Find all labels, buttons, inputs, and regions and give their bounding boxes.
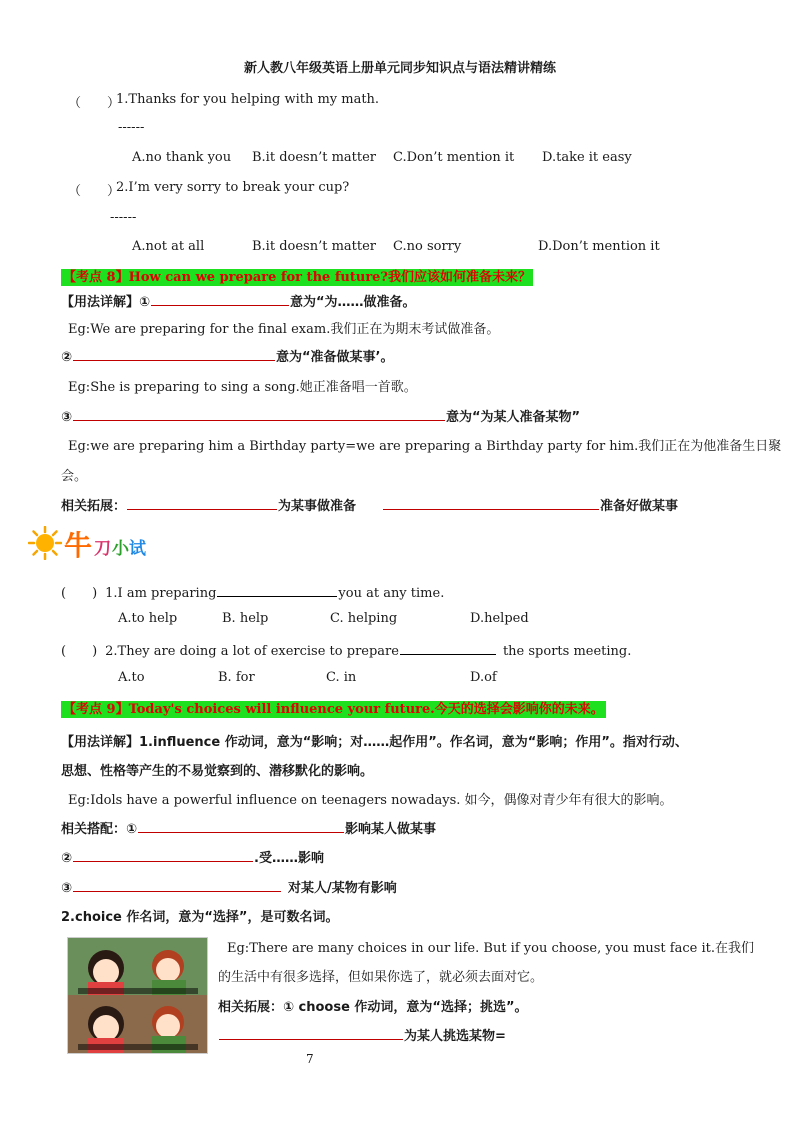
usage-line-3: [61, 406, 580, 425]
usage-9-line-2: 思想、性格等产生的不易觉察到的、潜移默化的影响。: [61, 764, 374, 779]
logo-char-4: 试: [129, 539, 146, 559]
page-header: 新人教八年级英语上册单元同步知识点与语法精讲精练: [243, 61, 556, 76]
example-influence: Eg:Idols have a powerful influence on teenagers nowadays. 如今，偶像对青少年有很大的影响。: [68, 793, 673, 808]
item-number: ③: [61, 410, 73, 425]
dialogue-dash: ------: [118, 120, 145, 135]
keypoint-text: Today's choices will influence your future.今天的选择会影响你的未来。: [128, 702, 604, 717]
option-b: B. help: [222, 611, 269, 626]
ext-1: 为某事做准备: [278, 499, 357, 514]
example-3b: 会。: [61, 469, 88, 484]
quiz-stem-pre: 1.I am preparing: [105, 586, 217, 601]
usage-line-1: [61, 291, 416, 310]
example-choice-a: Eg:There are many choices in our life. But if you choose, you must face it.在我们: [227, 941, 754, 956]
option-c: C.no sorry: [393, 239, 462, 254]
coll-head: 相关搭配：①: [61, 822, 138, 837]
usage-9-line-1: 【用法详解】1.influence 作动词，意为“影响；对……起作用”。作名词，意为“影响；作用”。指对行动、: [61, 735, 688, 750]
choice-heading: 2.choice 作名词，意为“选择”，是可数名词。: [61, 910, 339, 925]
usage-line-2: [61, 346, 394, 365]
logo-char-2: 刀: [94, 539, 111, 559]
option-c: C. helping: [330, 611, 398, 626]
answer-paren: ( ): [61, 644, 98, 659]
option-a: A.to help: [118, 611, 178, 626]
collocation-1: [61, 818, 436, 837]
example-choice-b: 的生活中有很多选择，但如果你选了，就必须去面对它。: [218, 970, 544, 985]
option-a: A.not at all: [132, 239, 205, 254]
quiz-question-2: [61, 640, 631, 659]
choose-extension: 相关拓展：① choose 作动词，意为“选择；挑选”。: [218, 1000, 528, 1015]
keypoint-label: 【考点 9】: [63, 702, 129, 717]
option-b: B.it doesn’t matter: [252, 239, 377, 254]
option-a: A.no thank you: [132, 150, 232, 165]
option-b: B. for: [218, 670, 255, 685]
coll-meaning-2: .受……影响: [254, 851, 324, 866]
keypoint-9-banner: [61, 698, 606, 717]
quiz-stem-post: you at any time.: [338, 586, 445, 601]
ext-head: 相关拓展：: [61, 499, 127, 514]
option-d: D.take it easy: [542, 150, 632, 165]
choose-meaning: 为某人挑选某物=: [404, 1029, 506, 1044]
meaning-3: 意为“为某人准备某物”: [446, 410, 581, 425]
answer-paren: （ ）: [68, 184, 121, 199]
usage-head: 【用法详解】①: [61, 295, 151, 310]
option-c: C. in: [326, 670, 357, 685]
answer-paren: ( ): [61, 586, 98, 601]
option-c: C.Don’t mention it: [393, 150, 515, 165]
example-1: Eg:We are preparing for the final exam.我们正在为期末考试做准备。: [68, 322, 500, 337]
logo-char-1: 牛: [64, 529, 93, 562]
option-d: D.Don’t mention it: [538, 239, 660, 254]
cartoon-image: [67, 937, 208, 1054]
question-stem: 2.I’m very sorry to break your cup?: [116, 180, 350, 195]
option-d: D.helped: [470, 611, 529, 626]
dialogue-dash: ------: [110, 210, 137, 225]
option-b: B.it doesn’t matter: [252, 150, 377, 165]
option-a: A.to: [118, 670, 145, 685]
keypoint-text: How can we prepare for the future?我们应该如何准备未来？: [128, 270, 532, 285]
related-extension: [61, 495, 678, 514]
answer-paren: （ ）: [68, 96, 121, 111]
collocation-3: [61, 877, 397, 896]
ext-2: 准备好做某事: [600, 499, 679, 514]
sun-icon: [28, 526, 62, 560]
keypoint-label: 【考点 8】: [63, 270, 129, 285]
example-2: Eg:She is preparing to sing a song.她正准备唱一首歌。: [68, 380, 417, 395]
item-number: ③: [61, 881, 73, 896]
keypoint-8-banner: [61, 266, 533, 285]
page-number: 7: [306, 1052, 314, 1066]
example-3a: Eg:we are preparing him a Birthday party=we are preparing a Birthday party for him.我们正在为他准备生日聚: [68, 439, 782, 454]
quiz-stem-pre: 2.They are doing a lot of exercise to prepare: [105, 644, 399, 659]
quiz-stem-post: the sports meeting.: [502, 644, 632, 659]
collocation-2: [61, 847, 324, 866]
item-number: ②: [61, 851, 73, 866]
item-number: ②: [61, 350, 73, 365]
logo-char-3: 小: [112, 539, 129, 559]
option-d: D.of: [470, 670, 497, 685]
coll-meaning-1: 影响某人做某事: [345, 822, 437, 837]
question-stem: 1.Thanks for you helping with my math.: [116, 92, 380, 107]
coll-meaning-3: 对某人/某物有影响: [288, 881, 397, 896]
quiz-question-1: [61, 582, 444, 601]
meaning-1: 意为“为……做准备。: [290, 295, 416, 310]
choose-line: [218, 1025, 506, 1044]
meaning-2: 意为“准备做某事’。: [276, 350, 394, 365]
